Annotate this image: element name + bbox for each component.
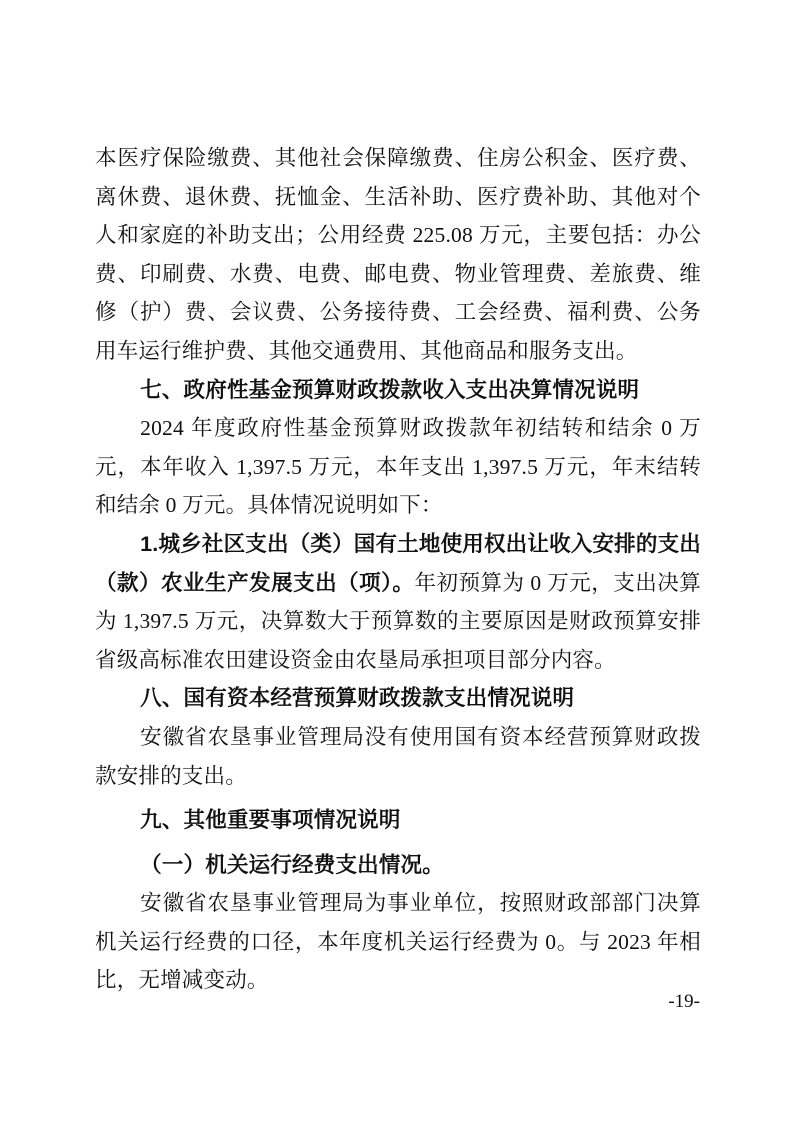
heading-section-eight-state-capital: 八、国有资本经营预算财政拨款支出情况说明	[140, 686, 575, 711]
subheading-operating-expense: （一）机关运行经费支出情况。	[140, 852, 444, 877]
paragraph-basic-expense-continuation: 本医疗保险缴费、其他社会保障缴费、住房公积金、医疗费、离休费、退休费、抚恤金、生活补助、医疗费补助、其他对个人和家庭的补助支出；公用经费 225.08 万元，主要包括：办公费、印刷费、水费、电费、邮电费、物业管理费、差旅费、维修（护）费、会议费、公务接待费、工会经费、福利费、公务用车运行维护费、其他交通费用、其他商品和服务支出。	[95, 146, 701, 363]
heading-section-seven-government-fund: 七、政府性基金预算财政拨款收入支出决算情况说明	[140, 377, 640, 402]
document-body	[95, 139, 701, 1000]
heading-section-nine-other-matters: 九、其他重要事项情况说明	[140, 808, 401, 833]
paragraph-operating-expense-detail: 安徽省农垦事业管理局为事业单位，按照财政部部门决算机关运行经费的口径，本年度机关运行经费为 0。与 2023 年相比，无增减变动。	[95, 891, 701, 993]
paragraph-urban-rural-community-expense	[95, 525, 701, 679]
paragraph-government-fund-summary: 2024 年度政府性基金预算财政拨款年初结转和结余 0 万元，本年收入 1,397.5 万元，本年支出 1,397.5 万元，年末结转和结余 0 万元。具体情况说明如下：	[95, 416, 701, 518]
paragraph-state-capital-statement: 安徽省农垦事业管理局没有使用国有资本经营预算财政拨款安排的支出。	[95, 724, 701, 788]
page-number: -19-	[668, 991, 700, 1012]
paragraph-urban-rural-detail: 年初预算为 0 万元，支出决算为 1,397.5 万元，决算数大于预算数的主要原因是财政预算安排省级高标准农田建设资金由农垦局承担项目部分内容。	[95, 570, 701, 672]
paragraph-urban-rural-lead-bold: 1.城乡社区支出（类）国有土地使用权出让收入安排的支出（款）农业生产发展支出（项）。	[95, 531, 701, 595]
